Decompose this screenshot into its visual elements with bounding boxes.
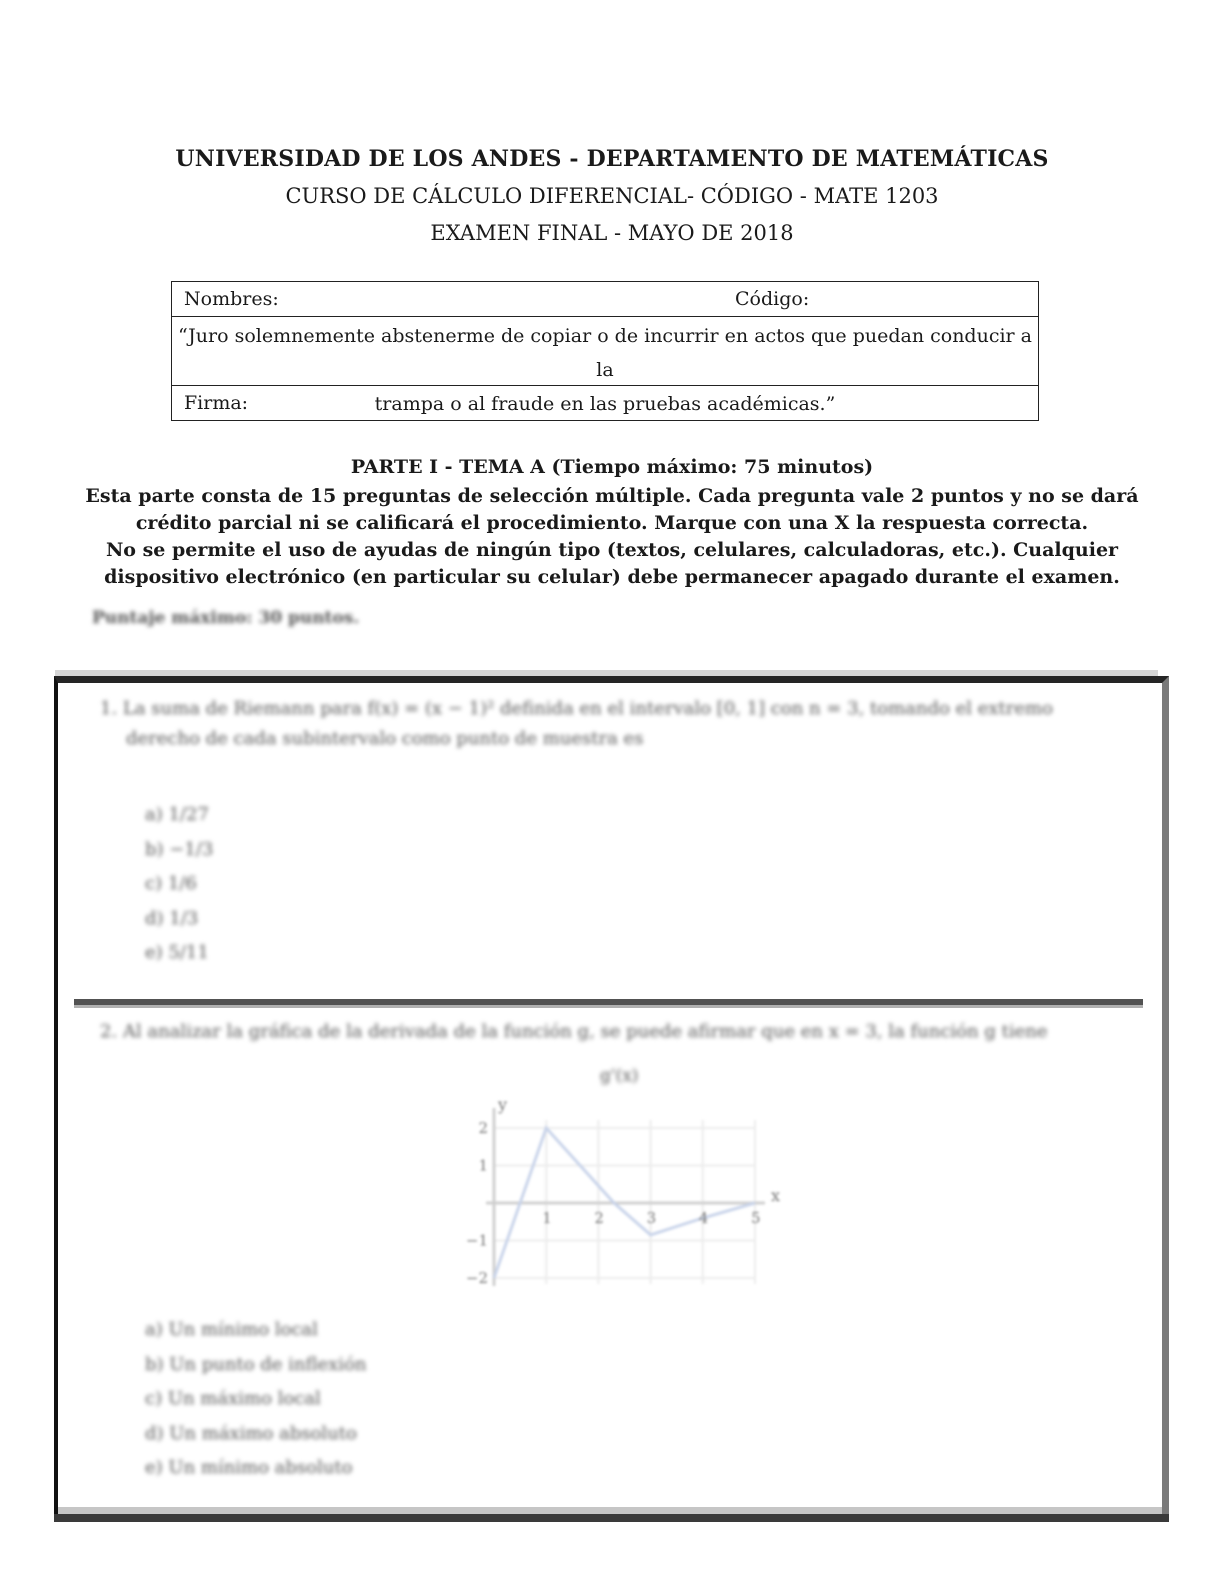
option-c[interactable]: c) 1/6 [145, 873, 197, 894]
instruction-line: dispositivo electrónico (en particular su celular) debe permanecer apagado durante el examen. [104, 566, 1120, 588]
instruction-line: crédito parcial ni se calificará el procedimiento. Marque con una X la respuesta correcta. [135, 512, 1089, 534]
derivative-graph [465, 1090, 800, 1290]
course-title: CURSO DE CÁLCULO DIFERENCIAL- CÓDIGO - MATE 1203 [285, 184, 939, 208]
instruction-line: No se permite el uso de ayudas de ningún tipo (textos, celulares, calculadoras, etc.). Cualquier [105, 539, 1119, 561]
signature-label: Firma: [184, 392, 249, 414]
instruction-line: Esta parte consta de 15 preguntas de selección múltiple. Cada pregunta vale 2 puntos y no se dará [85, 485, 1139, 507]
instructions [0, 483, 1224, 591]
option-c[interactable]: c) Un máximo local [145, 1388, 321, 1409]
question-line: 1. La suma de Riemann para f(x) = (x − 1)² definida en el intervalo [0, 1] con n = 3, tomando el extremo [100, 698, 1053, 719]
y-tick-label: 1 [478, 1156, 488, 1175]
x-tick-label: 3 [646, 1209, 657, 1227]
x-tick-label: 2 [594, 1209, 604, 1227]
part-title: PARTE I - TEMA A (Tiempo máximo: 75 minutos) [350, 456, 874, 478]
question-line: 2. Al analizar la gráfica de la derivada de la función g, se puede afirmar que en x = 3, la función g tiene [100, 1021, 1048, 1042]
question-1-options [145, 798, 213, 971]
code-label: Código: [735, 288, 810, 310]
frame-bottom-border [54, 1514, 1169, 1522]
question-2-text [100, 1017, 1150, 1047]
option-a[interactable]: a) 1/27 [145, 804, 209, 825]
option-b[interactable]: b) −1/3 [145, 838, 214, 860]
university-title: UNIVERSIDAD DE LOS ANDES - DEPARTAMENTO DE MATEMÁTICAS [175, 146, 1049, 172]
names-label: Nombres: [184, 288, 279, 310]
option-d[interactable]: d) 1/3 [145, 907, 199, 929]
oath-line: “Juro solemnemente abstenerme de copiar o de incurrir en actos que puedan conducir a la [178, 325, 1032, 381]
option-d[interactable]: d) Un máximo absoluto [145, 1422, 357, 1444]
x-tick-label: 5 [751, 1209, 761, 1227]
y-tick-label: 2 [478, 1119, 488, 1137]
y-tick-label: −2 [465, 1269, 488, 1287]
question-1-text [100, 694, 1150, 754]
y-axis-label: y [498, 1095, 508, 1114]
exam-title: EXAMEN FINAL - MAYO DE 2018 [430, 221, 794, 245]
signature-row [172, 386, 1038, 419]
student-info-box [171, 281, 1039, 421]
x-tick-label: 4 [698, 1209, 709, 1227]
question-line: derecho de cada subintervalo como punto de muestra es [126, 728, 644, 749]
names-row [172, 282, 1038, 317]
frame-bottom-shade [58, 1507, 1162, 1514]
y-tick-label: −1 [465, 1231, 488, 1250]
option-e[interactable]: e) 5/11 [145, 942, 209, 963]
oath-line: trampa o al fraude en las pruebas académicas.” [374, 393, 836, 415]
max-score: Puntaje máximo: 30 puntos. [92, 608, 360, 628]
option-a[interactable]: a) Un mínimo local [145, 1319, 318, 1340]
question-2-options [145, 1313, 367, 1486]
question-separator-shade [74, 1005, 1143, 1008]
option-b[interactable]: b) Un punto de inflexión [145, 1353, 367, 1375]
x-axis-label: x [771, 1186, 781, 1205]
graph-title: g'(x) [600, 1066, 639, 1086]
option-e[interactable]: e) Un mínimo absoluto [145, 1457, 353, 1478]
x-tick-label: 1 [542, 1209, 552, 1227]
